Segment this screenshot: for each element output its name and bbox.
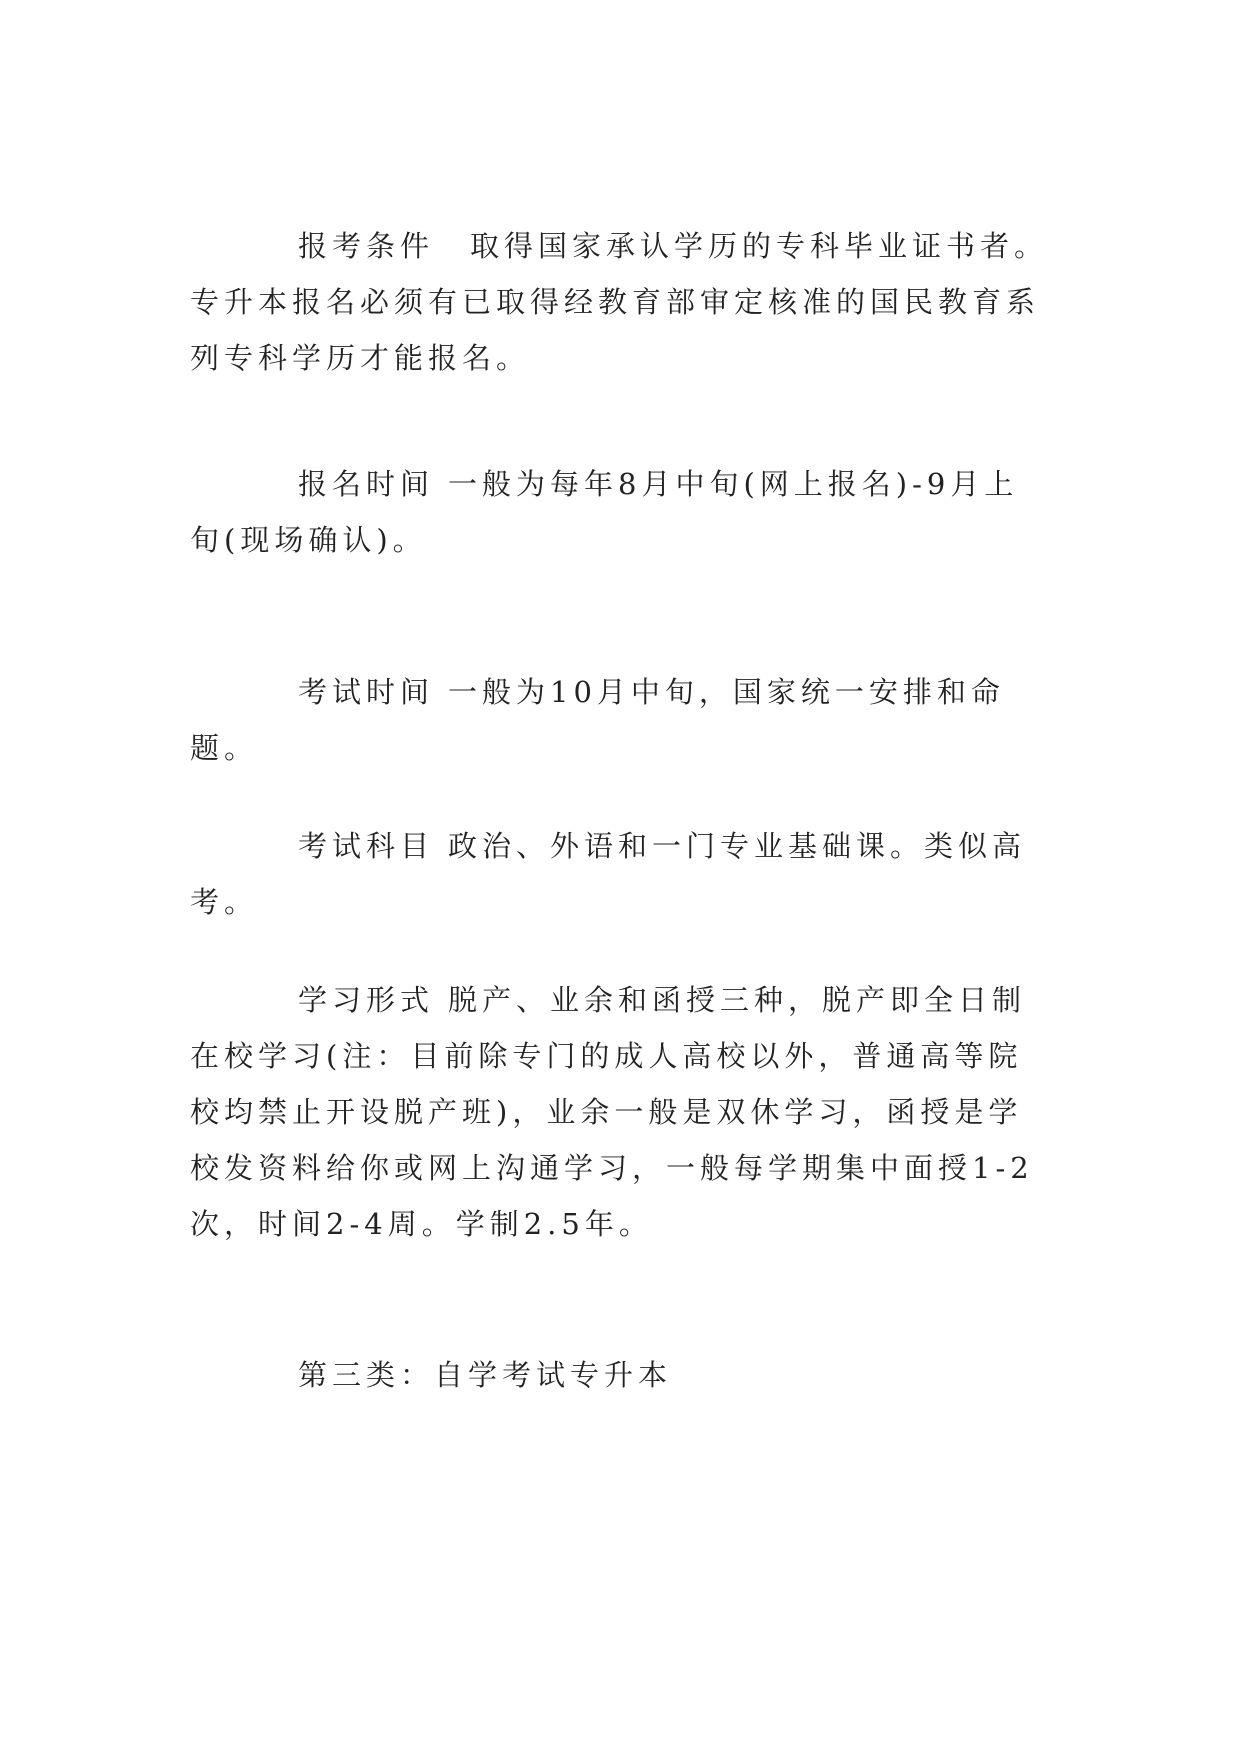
paragraph-study-format: [190, 972, 1050, 1252]
paragraph-label: 考试时间: [298, 675, 435, 709]
paragraph-label: 报名时间: [298, 467, 435, 501]
paragraph-registration-time: [190, 456, 1050, 568]
paragraph-text: 一般为10月中旬，国家统一安排和命题。: [190, 675, 1005, 765]
paragraph-label: 报考条件: [298, 229, 435, 263]
paragraph-text: 取得国家承认学历的专科毕业证书者。专升本报名必须有已取得经教育部审定核准的国民教育系列专科学历才能报名。: [190, 229, 1049, 375]
paragraph-text: 脱产、业余和函授三种，脱产即全日制在校学习(注：目前除专门的成人高校以外，普通高等院校均禁止开设脱产班)，业余一般是双休学习，函授是学校发资料给你或网上沟通学习，一般每学期集中面授1-2次，时间2-4周。学制2.5年。: [190, 983, 1034, 1241]
paragraph-exam-subjects: [190, 818, 1050, 930]
paragraph-text: 一般为每年8月中旬(网上报名)-9月上旬(现场确认)。: [190, 467, 1019, 557]
paragraph-label: 学习形式: [298, 983, 435, 1017]
paragraph-text: 政治、外语和一门专业基础课。类似高考。: [190, 829, 1027, 919]
section-heading: [190, 1347, 1050, 1403]
paragraph-application-requirements: [190, 218, 1050, 386]
section-heading-text: 第三类：自学考试专升本: [298, 1358, 673, 1392]
paragraph-label: 考试科目: [298, 829, 435, 863]
paragraph-exam-time: [190, 664, 1050, 776]
